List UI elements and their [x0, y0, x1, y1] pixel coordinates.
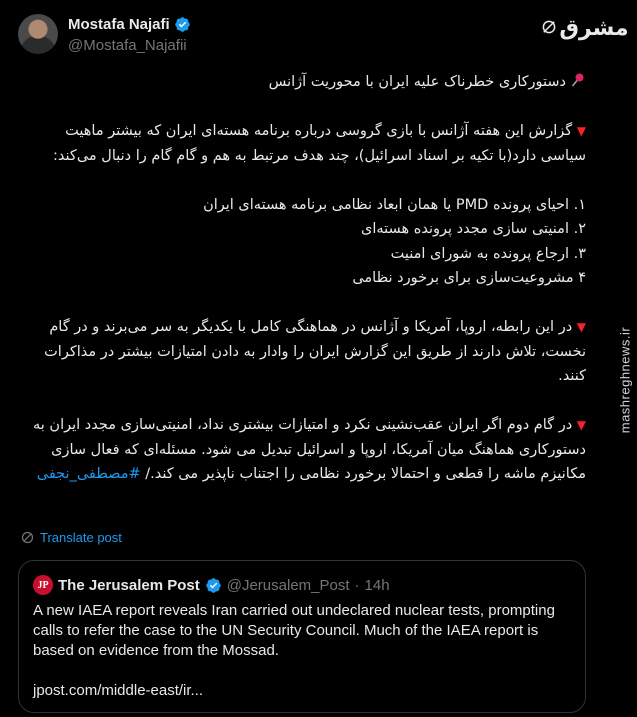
post-title-line	[18, 70, 586, 95]
post-body	[18, 70, 586, 511]
paragraph-1	[18, 119, 586, 168]
paragraph-1-text: گزارش این هفته آژانس با بازی گروسی درباره برنامه هسته‌ای ایران که بیشتر ماهیت سیاسی دارد(با تکیه بر اسناد اسرائیل)، چند هدف مرتبط به هم و گام گام را دنبال می‌کند:	[53, 123, 586, 164]
translate-post-label[interactable]: Translate post	[40, 530, 122, 545]
red-triangle-icon: ▼	[576, 320, 586, 334]
watermark-text: mashreghnews.ir	[617, 326, 633, 434]
red-triangle-icon: ▼	[576, 418, 586, 432]
list-item: ۱. احیای پرونده PMD یا همان ابعاد نظامی برنامه هسته‌ای ایران	[203, 196, 586, 213]
meta-separator: ·	[354, 576, 360, 594]
quoted-author-handle[interactable]: @Jerusalem_Post	[226, 576, 350, 594]
list-item: ۴ مشروعیت‌سازی برای برخورد نظامی	[352, 270, 586, 286]
verified-badge-icon	[205, 577, 222, 594]
list-item: ۳. ارجاع پرونده به شورای امنیت	[390, 245, 586, 262]
post-header	[18, 12, 558, 60]
quoted-post-header	[33, 575, 390, 595]
quoted-author-avatar[interactable]	[33, 575, 53, 595]
post-title: دستورکاری خطرناک علیه ایران با محوریت آژانس	[268, 74, 566, 90]
author-name-row	[68, 16, 191, 33]
translate-post-link[interactable]	[20, 530, 122, 545]
quoted-post-time[interactable]: 14h	[364, 576, 390, 594]
list-item: ۲. امنیتی سازی مجدد پرونده هسته‌ای	[361, 221, 586, 237]
paragraph-2	[18, 315, 586, 389]
site-logo-text: مشرق	[559, 16, 629, 41]
quoted-author-name[interactable]: The Jerusalem Post	[58, 576, 200, 594]
pin-icon	[570, 72, 586, 88]
grok-icon[interactable]	[540, 18, 558, 36]
avatar[interactable]	[18, 14, 58, 54]
site-logo	[559, 8, 629, 46]
translate-icon	[20, 530, 35, 545]
author-handle[interactable]: @Mostafa_Najafii	[68, 37, 187, 54]
quoted-post-text: A new IAEA report reveals Iran carried out undeclared nuclear tests, prompting calls to refer the case to the UN Security Council. Much of the IAEA report is based on evidence from the Mossad.	[33, 602, 555, 659]
quoted-post[interactable]	[18, 560, 586, 713]
paragraph-2-text: در این رابطه، اروپا، آمریکا و آژانس در هماهنگی کامل با یکدیگر به سر می‌برند و در گام نخست، تلاش دارند از طریق این گزارش ایران را وادار به دادن امتیازات بیشتر در مذاکرات کنند.	[44, 319, 586, 384]
author-display-name[interactable]: Mostafa Najafi	[68, 16, 170, 33]
paragraph-3	[18, 413, 586, 487]
verified-badge-icon	[174, 16, 191, 33]
quoted-author-logo-text: JP	[37, 579, 49, 591]
hashtag-link[interactable]: #مصطفی_نجفی	[36, 466, 141, 482]
red-triangle-icon: ▼	[576, 124, 586, 138]
goals-list	[18, 193, 586, 291]
watermark	[615, 60, 635, 700]
quoted-post-link[interactable]: jpost.com/middle-east/ir...	[33, 682, 204, 699]
paragraph-3-text: در گام دوم اگر ایران عقب‌نشینی نکرد و امتیازات بیشتری نداد، امنیتی‌سازی مجدد ایران به دستورکاری هماهنگ میان آمریکا، اروپا و اسرائیل تبدیل می شود. مسئله‌ای که فعال سازی مکانیزم ماشه را قطعی و احتمالا برخورد نظامی را اجتناب ناپذیر می کند./	[33, 417, 586, 482]
